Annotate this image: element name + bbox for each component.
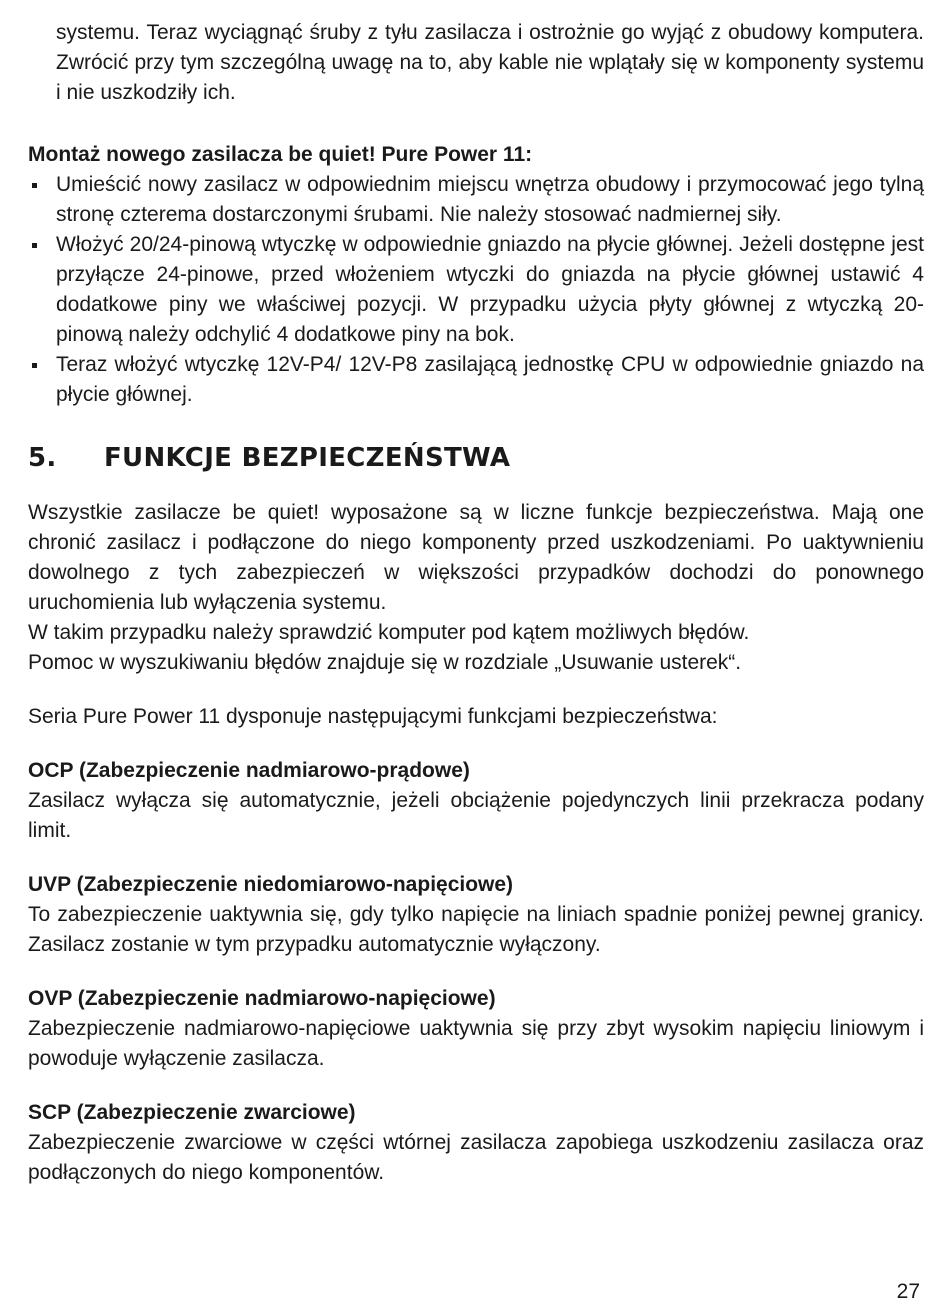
protection-uvp — [28, 870, 924, 960]
list-item — [28, 170, 924, 230]
section-heading — [28, 442, 924, 474]
protection-description: Zasilacz wyłącza się automatycznie, jeżeli obciążenie pojedynczych linii przekracza podany limit. — [28, 789, 924, 842]
install-steps-list — [28, 170, 924, 410]
section-number: 5. — [28, 443, 57, 473]
list-item — [28, 230, 924, 350]
install-heading: Montaż nowego zasilacza be quiet! Pure Power 11: — [28, 143, 533, 166]
protection-ovp — [28, 984, 924, 1074]
check-computer-paragraph: W takim przypadku należy sprawdzić komputer pod kątem możliwych błędów. — [28, 621, 750, 644]
protection-title: SCP (Zabezpieczenie zwarciowe) — [28, 1101, 356, 1124]
protection-description: Zabezpieczenie nadmiarowo-napięciowe uaktywnia się przy zbyt wysokim napięciu liniowym i powoduje wyłączenie zasilacza. — [28, 1017, 924, 1070]
list-item-text: Teraz włożyć wtyczkę 12V-P4/ 12V-P8 zasilającą jednostkę CPU w odpowiednie gniazdo na płycie głównej. — [56, 353, 924, 406]
protection-title: UVP (Zabezpieczenie niedomiarowo-napięciowe) — [28, 873, 514, 896]
bullet-square-icon — [32, 183, 37, 188]
protection-description: To zabezpieczenie uaktywnia się, gdy tylko napięcie na liniach spadnie poniżej pewnej granicy. Zasilacz zostanie w tym przypadku automatycznie wyłączony. — [28, 903, 924, 956]
protection-description: Zabezpieczenie zwarciowe w części wtórnej zasilacza zapobiega uszkodzeniu zasilacza oraz podłączonych do niego komponentów. — [28, 1131, 924, 1184]
protection-ocp — [28, 756, 924, 846]
section-title: FUNKCJE BEZPIECZEŃSTWA — [104, 443, 511, 473]
safety-intro-paragraph: Wszystkie zasilacze be quiet! wyposażone są w liczne funkcje bezpieczeństwa. Mają one chronić zasilacz i podłączone do niego komponenty przed uszkodzeniami. Po uaktywnieniu dowolnego z tych zabezpieczeń w większości przypadków dochodzi do ponownego uruchomienia lub wyłączenia systemu. — [28, 501, 924, 614]
troubleshooting-reference-paragraph: Pomoc w wyszukiwaniu błędów znajduje się w rozdziale „Usuwanie usterek“. — [28, 651, 742, 674]
bullet-square-icon — [32, 363, 37, 368]
bullet-square-icon — [32, 243, 37, 248]
list-item-text: Umieścić nowy zasilacz w odpowiednim miejscu wnętrza obudowy i przymocować jego tylną stronę czterema dostarczonymi śrubami. Nie należy stosować nadmiernej siły. — [56, 173, 924, 226]
list-item-text: Włożyć 20/24-pinową wtyczkę w odpowiednie gniazdo na płycie głównej. Jeżeli dostępne jest przyłącze 24-pinowe, przed włożeniem wtyczki do gniazda na płycie głównej ustawić 4 dodatkowe piny we właściwej pozycji. W przypadku użycia płyty głównej z wtyczką 20-pinową należy odchylić 4 dodatkowe piny na bok. — [56, 233, 924, 346]
intro-paragraph: systemu. Teraz wyciągnąć śruby z tyłu zasilacza i ostrożnie go wyjąć z obudowy komputera. Zwrócić przy tym szczególną uwagę na to, aby kable nie wplątały się w komponenty systemu i nie uszkodziły ich. — [56, 21, 924, 104]
protection-scp — [28, 1098, 924, 1188]
page-number: 27 — [896, 1280, 920, 1303]
protection-title: OCP (Zabezpieczenie nadmiarowo-prądowe) — [28, 759, 470, 782]
series-intro-paragraph: Seria Pure Power 11 dysponuje następującymi funkcjami bezpieczeństwa: — [28, 705, 718, 728]
manual-page — [28, 18, 924, 1188]
protection-title: OVP (Zabezpieczenie nadmiarowo-napięciowe) — [28, 987, 496, 1010]
list-item — [28, 350, 924, 410]
